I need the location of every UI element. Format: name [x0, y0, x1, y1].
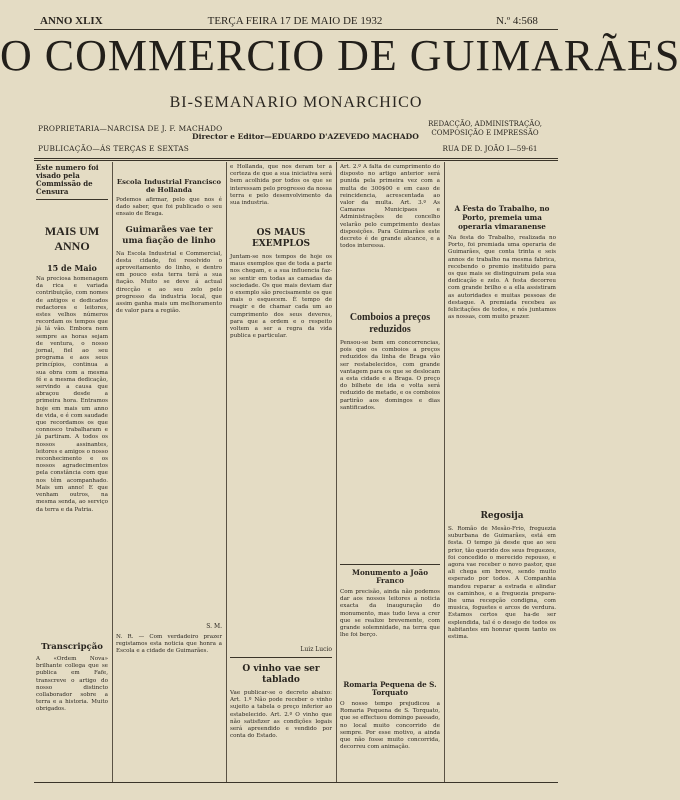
monumento-text: Com precisão, ainda não podemos dar aos nossos leitores a noticia exacta da inauguração do monumento, mas tudo leva a crer que se realize brevemente, com grande solemnidade, na terra que lhe foi berço. — [340, 589, 440, 639]
publicacao-line: PUBLICAÇÃO—ÁS TERÇAS E SEXTAS — [38, 144, 189, 153]
redaccao-line: REDACÇÃO, ADMINISTRAÇÃO, COMPOSIÇÃO E IMPRESSÃO — [428, 120, 542, 137]
proprietaria-line: PROPRIETARIA—NARCISA DE J. F. MACHADO — [38, 124, 223, 133]
mais-um-anno-title: MAIS UM ANNO — [44, 224, 100, 253]
escola-title: Escola Industrial Francisco de Hollanda — [116, 178, 222, 194]
newspaper-subtitle: BI-SEMANARIO MONARCHICO — [169, 94, 423, 111]
censura-notice: Este numero foi visado pela Commissão de Censura — [36, 163, 99, 196]
mais-um-anno-text: Na preciosa homenagem da rica e variada contribuição, com nomes de antigos e dedicados redactores e leitores, estes velhos números recordam os tempos que já lá vão. Embora nem sempre as horas sejam de ventura, o nosso jornal, fiel ao seu programa e aos seus princípios, continua a sua obra com a mesma fé e a mesma dedicação, servindo a causa que abraçou desde a primeira hora. Entramos hoje em mais um anno de vida, e é com saudade que recordamos os que connosco trabalharam e já partiram. A todos os nossos assinantes, leitores e amigos o nosso reconhecimento e os nossos agradecimentos pela constância com que nos têm acompanhado. Mais um anno! E que venham outros, na mesma senda, ao serviço da terra e da Patria. — [36, 276, 108, 513]
fiacao-text: Na Escola Industrial e Commercial, desta cidade, foi resolvido o aproveitamento do linho, e dentro em pouco esta terra terá a sua fiação. Muito se deve á actual direcção e ao seu zelo pelo progresso da industria local, que assim ganha mais um melhoramento de valor para a região. — [116, 250, 222, 315]
director-line: Director e Editor—EDUARDO D'AZEVEDO MACHADO — [192, 132, 419, 141]
anno-label: ANNO XLIX — [40, 15, 103, 27]
maus-exemplos-text: Juntam-se nos tempos de hoje os maus exemplos que de toda a parte nos chegam, e a sua influencia faz-se sentir em todas as camadas da sociedade. Os que mais deviam dar o exemplo são precisamente os que mais o esquecem. É tempo de reagir e de chamar cada um ao cumprimento dos seus deveres, para que a ordem e o respeito voltem a ser a regra da vida publica e particular. — [230, 254, 332, 340]
column-5 — [448, 164, 556, 780]
comboios-text: Pensou-se bem em concorrencias, pois que os comboios a preços reduzidos da linha de Braga vão ser restabelecidos, com grande vantagem para os que se deslocam a esta cidade e a Braga. O preço do bilhete de ida e volta será reduzido de metade, e os comboios partirão aos domingos e dias santificados. — [340, 340, 440, 411]
column-3 — [230, 164, 332, 780]
mais-um-anno-dateline: 15 de Maio — [47, 263, 97, 273]
newspaper-title: O COMMERCIO DE GUIMARÃES — [0, 31, 680, 80]
hollanda-text: e Hollanda, que nos deram ter a certeza de que a sua iniciativa será bem acolhida por todos os que se interessam pelo progresso da nossa terra e pelo desenvolvimento da sua industria. — [230, 164, 332, 207]
monumento-title: Monumento a João Franco — [351, 568, 429, 585]
romaria-title: Romaria Pequena de S. Torquato — [343, 680, 437, 697]
vinho-title: O vinho vae ser tablado — [242, 664, 320, 685]
fiacao-title: Guimarães vae ter uma fiação de linho — [122, 224, 216, 246]
comboios-title: Comboios a preços reduzidos — [349, 312, 431, 335]
transcripcao-text: A «Ordem Nova» brilhante collega que se publica em Fafe, transcreve o artigo do nosso distincto collaborador sobre a terra e a historia. Muito obrigados. — [36, 656, 108, 713]
column-2 — [116, 164, 222, 780]
festa-text: Na festa do Trabalho, realizada no Porto, foi premiada uma operaria de Guimarães, que conta trinta e seis annos de trabalho na mesma fabrica, recebendo o premio instituido para os que mais se distinguiram pela sua dedicação e zelo. A festa decorreu com grande brilho e a ella assistiram as autoridades e muitas pessoas de destaque. A premiada recebeu as felicitações de todos, e nós juntamos as nossas, com muito prazer. — [448, 235, 556, 321]
issue-number: N.º 4:568 — [496, 15, 538, 27]
fiacao-nb: N. R. — Com verdadeiro prazer registamos esta noticia que honra a Escola e a cidade de Guimarães. — [116, 633, 222, 655]
regosija-title: Regosija — [480, 511, 524, 521]
escola-text: Podemos afirmar, pelo que nos é dado saber, que foi publicado o seu ensaio de Braga. — [116, 197, 222, 218]
festa-title: A Festa do Trabalho, no Porto, premeia uma operaria vimaranense — [454, 204, 550, 231]
vinho-text: Vae publicar-se o decreto abaixo: Art. 1.º Não pode receber o vinho sujeito a tabela o preço inferior ao estabelecido. Art. 2.º O vinho que não satisfizer as condições legais será apreendido e vendido por conta do Estado. — [230, 690, 332, 740]
romaria-text: O nosso tempo prejudicou a Romaria Pequena de S. Torquato, que se effectuou domingo passado, no local muito concorrido de sempre. Por esse motivo, a ainda que não fosse muito concorrida, decorreu com animação. — [340, 701, 440, 751]
artigos-text: Art. 2.º A falta de cumprimento do disposto no artigo anterior será punida pela primeira vez com a multa de 300$00 e em caso de reincidencia, acrescentada ao valor da multa. Art. 3.º As Camaras Municipaes e Administrações de concelho velarão pelo cumprimento destas disposições. Para Guimarães este decreto é de grande alcance, e a todos interessa. — [340, 164, 440, 250]
morada-line: RUA DE D. JOÃO I—59-61 — [442, 144, 538, 153]
maus-exemplos-signature: Luiz Lucio — [300, 646, 332, 653]
fiacao-signature: S. M. — [206, 622, 222, 630]
transcripcao-title: Transcripção — [41, 642, 103, 652]
column-4 — [340, 164, 440, 780]
column-1 — [36, 164, 108, 780]
issue-date: TERÇA FEIRA 17 DE MAIO DE 1932 — [207, 15, 383, 27]
maus-exemplos-title: OS MAUS EXEMPLOS — [251, 228, 311, 249]
regosija-text: S. Romão de Mesão-Frio, freguezia suburbana de Guimarães, está em festa. O tempo já desde que ao seu prior, tão querido dos seus freguezes, foi concedido o merecido repouso, e agora vae receber o novo pastor, que ali chega em breve, sendo muito esperado por todos. A Companhia mandou reparar a estrada e alindar os caminhos, e a freguezia prepara-lhe uma recepção condigna, com musica, foguetes e arcos de verdura. Estamos certos que ha-de ser esplendida, tal é o desejo de todos os habitantes em honrar quem tanto os estima. — [448, 526, 556, 641]
